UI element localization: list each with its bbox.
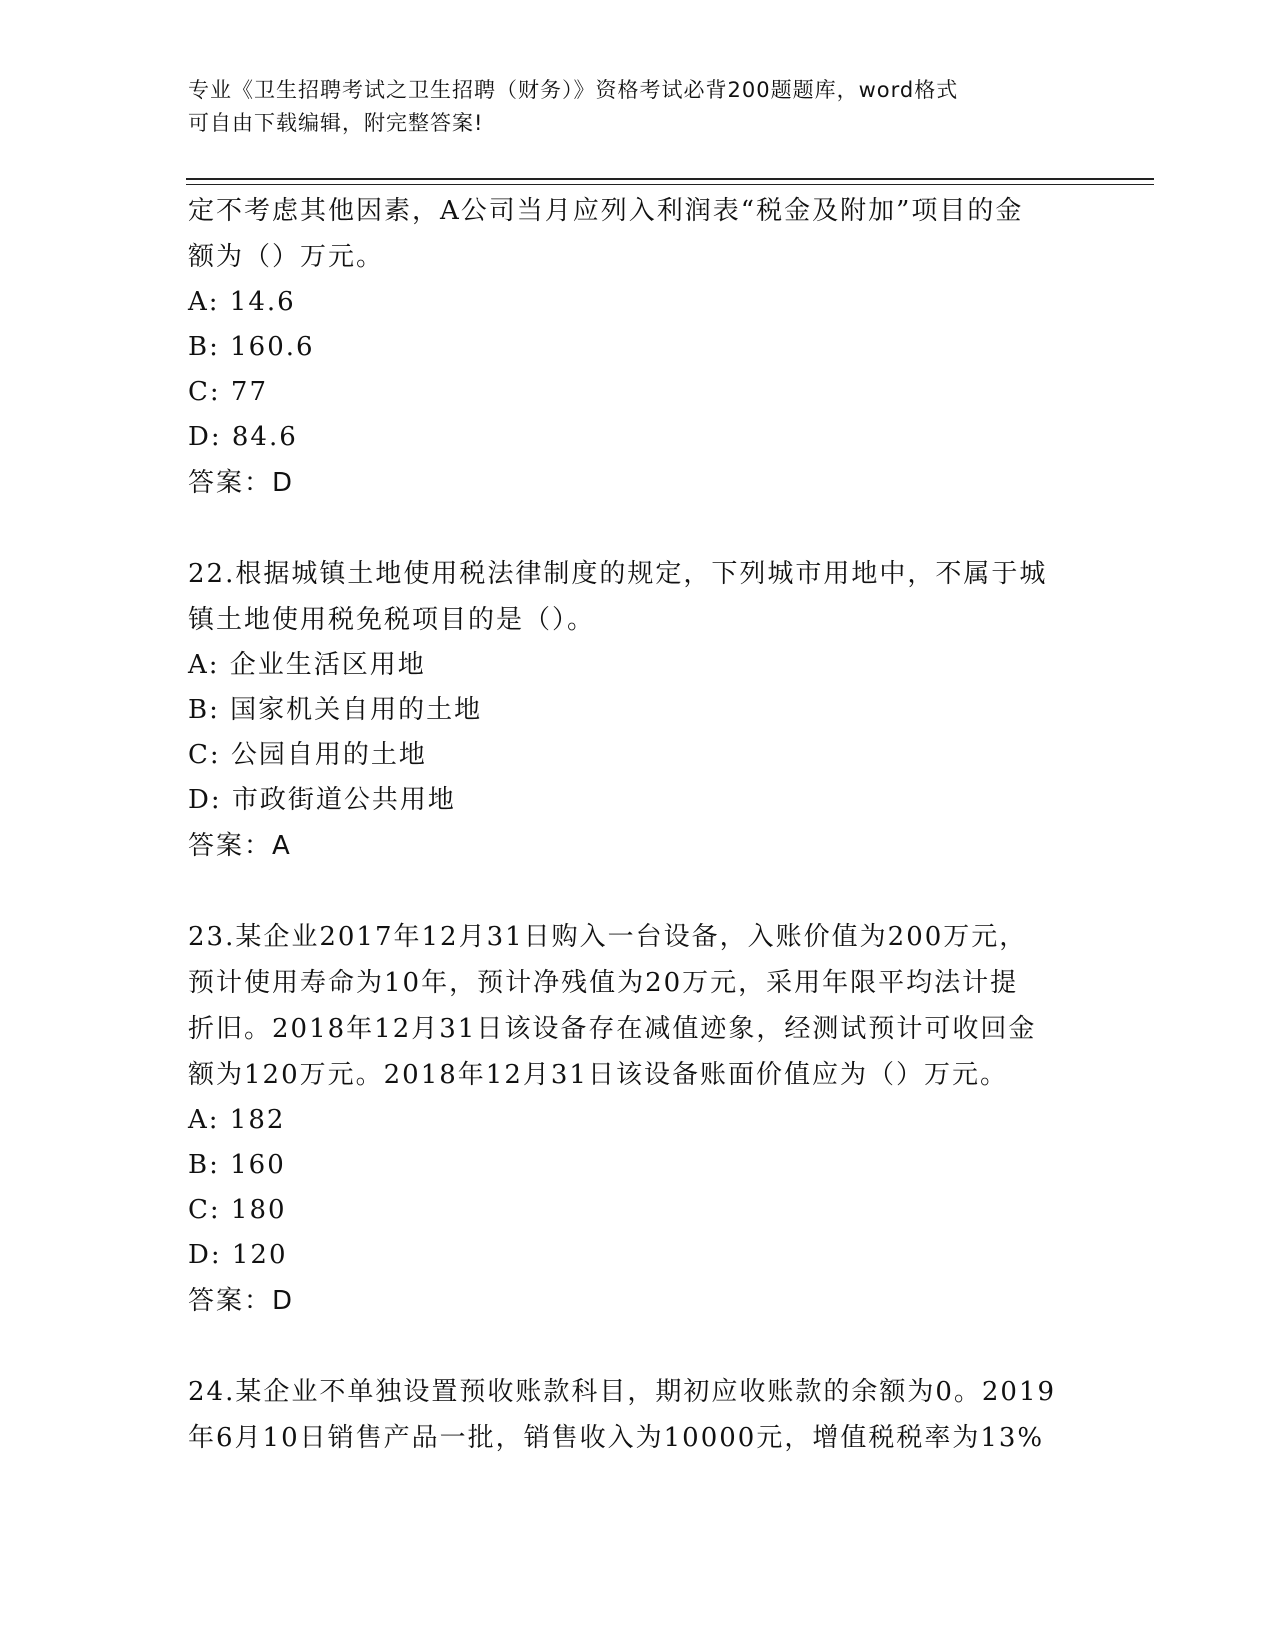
answer-label: 答案：D <box>188 1286 295 1316</box>
header-divider-thin <box>186 184 1154 185</box>
question-text-line: 23.某企业2017年12月31日购入一台设备，入账价值为200万元， <box>188 922 1028 952</box>
option-d: D: 市政街道公共用地 <box>188 785 456 815</box>
question-text-line: 22.根据城镇土地使用税法律制度的规定，下列城市用地中，不属于城 <box>188 559 1048 589</box>
answer-label: 答案：D <box>188 468 295 498</box>
option-c: C: 公园自用的土地 <box>188 740 427 770</box>
option-c: C: 180 <box>188 1195 287 1225</box>
question-21-continued <box>188 188 1088 506</box>
question-text-line: 折旧。2018年12月31日该设备存在减值迹象，经测试预计可收回金 <box>188 1014 1037 1044</box>
question-text-line: 额为120万元。2018年12月31日该设备账面价值应为（）万元。 <box>188 1060 1008 1090</box>
answer-label: 答案：A <box>188 831 292 861</box>
option-b: B: 160 <box>188 1150 286 1180</box>
question-content <box>188 188 1088 1461</box>
question-22 <box>188 551 1088 869</box>
question-text-line: 定不考虑其他因素，A公司当月应列入利润表“税金及附加”项目的金 <box>188 196 1024 226</box>
option-b: B: 国家机关自用的土地 <box>188 695 483 725</box>
option-a: A: 企业生活区用地 <box>188 650 426 680</box>
document-header <box>188 74 1088 140</box>
option-b: B: 160.6 <box>188 332 315 362</box>
option-a: A: 182 <box>188 1105 286 1135</box>
header-title-line-1: 专业《卫生招聘考试之卫生招聘（财务）》资格考试必背200题题库，word格式 <box>188 78 959 102</box>
question-text-line: 年6月10日销售产品一批，销售收入为10000元，增值税税率为13% <box>188 1423 1045 1453</box>
question-text-line: 额为（）万元。 <box>188 242 385 272</box>
option-d: D: 84.6 <box>188 422 298 452</box>
question-text-line: 镇土地使用税免税项目的是（）。 <box>188 605 596 635</box>
question-text-line: 24.某企业不单独设置预收账款科目，期初应收账款的余额为0。2019 <box>188 1377 1057 1407</box>
question-24 <box>188 1369 1088 1461</box>
option-d: D: 120 <box>188 1240 288 1270</box>
header-divider-thick <box>186 178 1154 180</box>
question-23 <box>188 914 1088 1324</box>
option-a: A: 14.6 <box>188 287 296 317</box>
option-c: C: 77 <box>188 377 269 407</box>
header-title-line-2: 可自由下载编辑，附完整答案! <box>188 111 484 135</box>
question-text-line: 预计使用寿命为10年，预计净残值为20万元，采用年限平均法计提 <box>188 968 1019 998</box>
